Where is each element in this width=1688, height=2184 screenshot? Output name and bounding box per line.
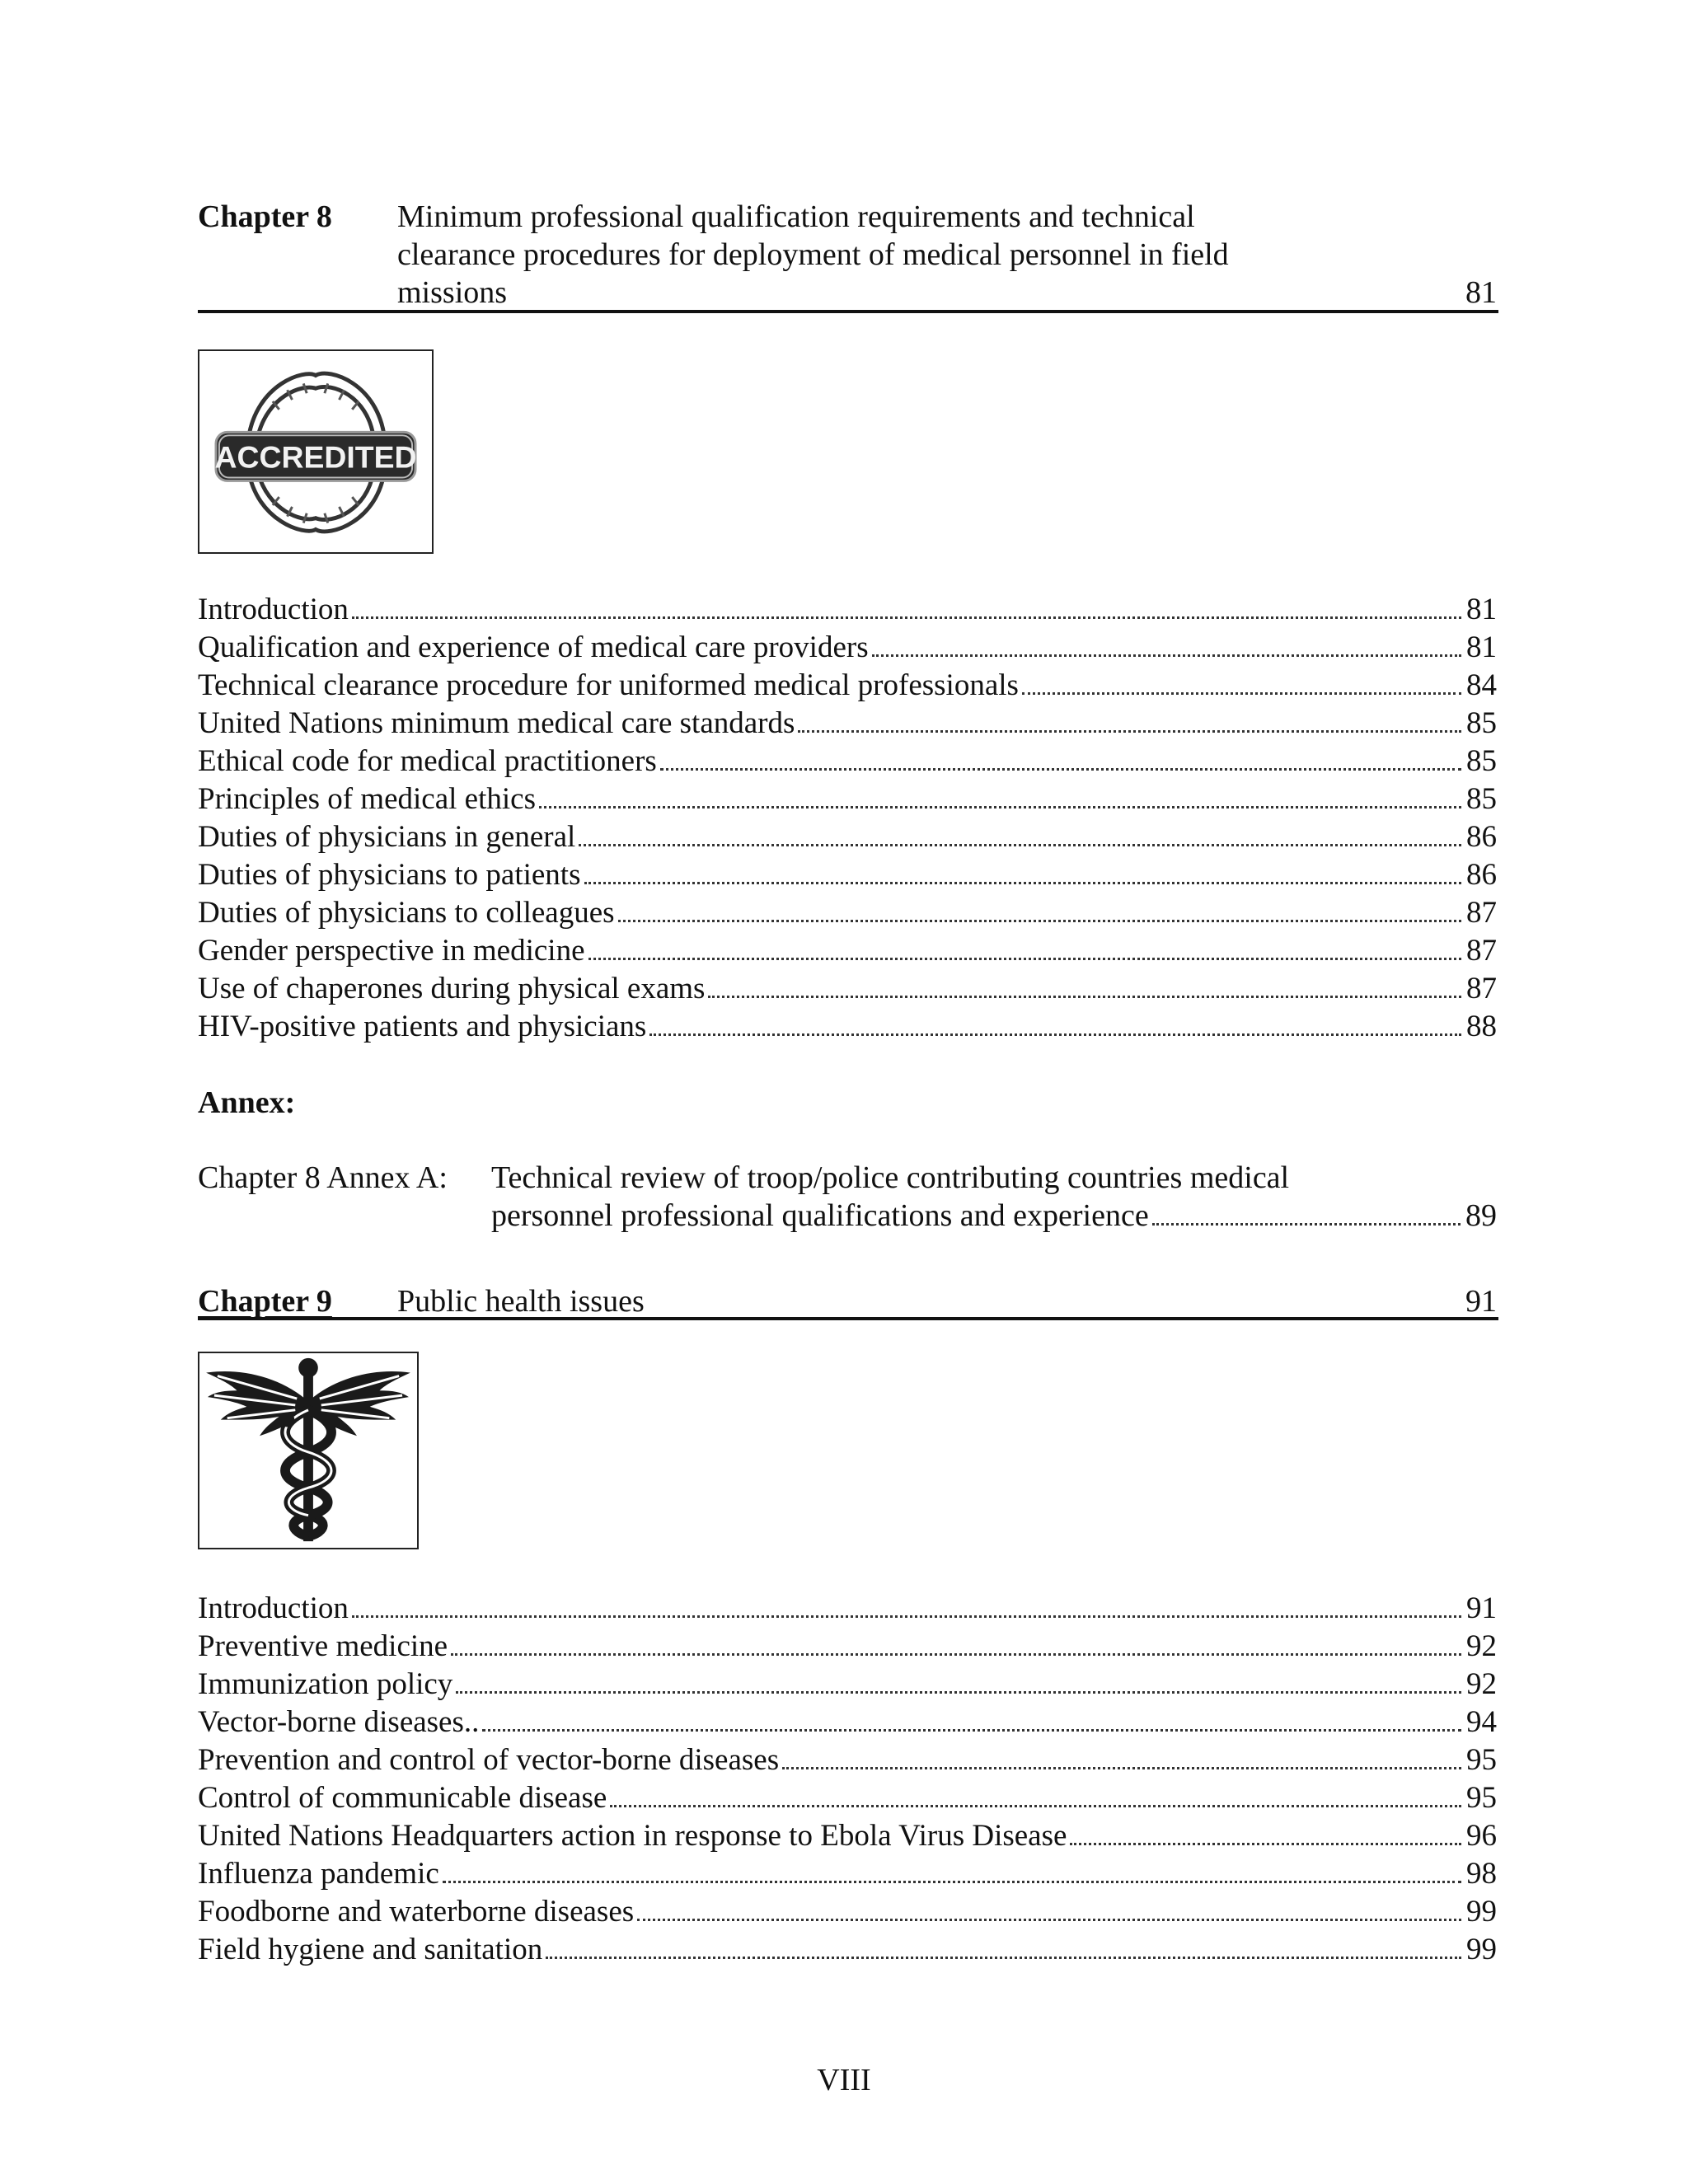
toc-entry-page: 85	[1466, 782, 1497, 816]
toc-entry-title: Preventive medicine	[198, 1629, 448, 1663]
chapter-8-rule	[198, 310, 1498, 313]
annex-entry-title-line: Technical review of troop/police contributing countries medical	[491, 1160, 1290, 1195]
toc-leader-dots	[708, 996, 1461, 998]
toc-entry[interactable]	[198, 1742, 1497, 1780]
toc-leader-dots	[456, 1691, 1461, 1694]
toc-entry-page: 91	[1466, 1591, 1497, 1625]
toc-entry[interactable]	[198, 1894, 1497, 1932]
annex-entry-title-line-text: personnel professional qualifications and experience	[491, 1198, 1149, 1233]
toc-entry-page: 84	[1466, 668, 1497, 702]
toc-entry[interactable]	[198, 819, 1497, 857]
toc-entry-title: Qualification and experience of medical care providers	[198, 630, 869, 664]
toc-entry-page: 98	[1466, 1857, 1497, 1891]
chapter-9-title: Public health issues	[397, 1284, 645, 1319]
caduceus-icon	[198, 1352, 419, 1549]
toc-leader-dots	[579, 844, 1461, 846]
toc-entry-title: Introduction	[198, 1591, 349, 1625]
toc-entry[interactable]	[198, 857, 1497, 895]
toc-entry[interactable]	[198, 743, 1497, 781]
toc-entry[interactable]	[198, 1780, 1497, 1818]
toc-entry[interactable]	[198, 1629, 1497, 1666]
toc-entry[interactable]	[198, 705, 1497, 743]
toc-entry-page: 87	[1466, 934, 1497, 968]
toc-entry-page: 85	[1466, 744, 1497, 778]
chapter-8-toc	[198, 592, 1497, 1047]
chapter-8-label: Chapter 8	[198, 199, 332, 234]
toc-leader-dots	[798, 730, 1461, 733]
toc-leader-dots	[1070, 1843, 1461, 1845]
toc-leader-dots	[618, 920, 1461, 922]
chapter-9-label: Chapter 9	[198, 1284, 332, 1319]
toc-entry-page: 85	[1466, 706, 1497, 740]
toc-entry-page: 99	[1466, 1933, 1497, 1966]
toc-entry-page: 92	[1466, 1629, 1497, 1663]
toc-entry-title: Duties of physicians to colleagues	[198, 896, 615, 930]
toc-entry-title: Gender perspective in medicine	[198, 934, 585, 968]
toc-leader-dots	[637, 1919, 1461, 1921]
chapter-9-page-number: 91	[1465, 1284, 1497, 1319]
chapter-9-rule	[198, 1317, 1498, 1320]
chapter-8-page-number: 81	[1465, 275, 1497, 310]
toc-leader-dots	[588, 958, 1462, 960]
toc-entry-page: 95	[1466, 1781, 1497, 1815]
toc-entry[interactable]	[198, 781, 1497, 819]
toc-entry-page: 92	[1466, 1667, 1497, 1701]
toc-entry[interactable]	[198, 1818, 1497, 1856]
toc-leader-dots	[1152, 1223, 1461, 1226]
toc-entry[interactable]	[198, 895, 1497, 933]
annex-entry-title	[491, 1159, 1497, 1235]
toc-entry[interactable]	[198, 1932, 1497, 1970]
accredited-seal-word: ACCREDITED	[214, 439, 417, 475]
toc-entry-page: 87	[1466, 896, 1497, 930]
toc-entry-page: 88	[1466, 1010, 1497, 1043]
toc-leader-dots	[660, 768, 1461, 771]
toc-leader-dots	[872, 654, 1461, 657]
toc-entry-title: Duties of physicians in general	[198, 820, 576, 854]
toc-entry-title: HIV-positive patients and physicians	[198, 1010, 647, 1043]
toc-entry-title: United Nations minimum medical care standards	[198, 706, 795, 740]
toc-entry-title: Field hygiene and sanitation	[198, 1933, 543, 1966]
annex-heading: Annex:	[198, 1085, 296, 1120]
page-number: VIII	[817, 2063, 871, 2097]
annex-entry-label: Chapter 8 Annex A:	[198, 1160, 448, 1195]
toc-entry-title: Use of chaperones during physical exams	[198, 972, 706, 1005]
toc-entry-title: Foodborne and waterborne diseases	[198, 1895, 635, 1929]
toc-entry-page: 99	[1466, 1895, 1497, 1929]
toc-entry[interactable]	[198, 1704, 1497, 1742]
toc-leader-dots	[352, 1615, 1461, 1618]
toc-leader-dots	[546, 1957, 1461, 1959]
toc-entry-title: Duties of physicians to patients	[198, 858, 581, 892]
chapter-8-title-line: missions	[397, 275, 508, 310]
toc-entry-title: Prevention and control of vector-borne diseases	[198, 1743, 780, 1777]
accredited-seal-icon	[198, 349, 434, 554]
chapter-8-title	[397, 198, 1498, 312]
toc-entry[interactable]	[198, 668, 1497, 705]
toc-leader-dots	[443, 1881, 1461, 1883]
toc-entry-title: Control of communicable disease	[198, 1781, 607, 1815]
chapter-9-toc	[198, 1591, 1497, 1970]
toc-entry-page: 86	[1466, 820, 1497, 854]
chapter-8-title-line: Minimum professional qualification requirements and technical	[397, 199, 1195, 234]
toc-entry-page: 94	[1466, 1705, 1497, 1739]
toc-entry-title: Technical clearance procedure for uniformed medical professionals	[198, 668, 1019, 702]
toc-leader-dots	[782, 1767, 1461, 1769]
toc-entry-page: 81	[1466, 630, 1497, 664]
toc-entry-title: Principles of medical ethics	[198, 782, 536, 816]
toc-entry[interactable]	[198, 592, 1497, 630]
toc-entry[interactable]	[198, 1591, 1497, 1629]
toc-leader-dots	[1022, 692, 1461, 695]
toc-entry-page: 87	[1466, 972, 1497, 1005]
toc-leader-dots	[539, 806, 1461, 808]
toc-entry-title: Immunization policy	[198, 1667, 453, 1701]
toc-entry[interactable]	[198, 933, 1497, 971]
toc-entry-page: 95	[1466, 1743, 1497, 1777]
toc-entry-title: Vector-borne diseases..	[198, 1705, 480, 1739]
toc-leader-dots	[352, 616, 1461, 619]
toc-entry-title: Ethical code for medical practitioners	[198, 744, 657, 778]
annex-entry-page: 89	[1465, 1198, 1497, 1233]
chapter-8-heading	[198, 198, 1498, 313]
toc-entry[interactable]	[198, 630, 1497, 668]
chapter-8-title-line: clearance procedures for deployment of medical personnel in field	[397, 237, 1229, 272]
toc-entry[interactable]	[198, 1856, 1497, 1894]
toc-entry[interactable]	[198, 1009, 1497, 1047]
toc-leader-dots	[482, 1729, 1461, 1732]
toc-entry-page: 81	[1466, 593, 1497, 626]
toc-entry-title: Introduction	[198, 593, 349, 626]
toc-leader-dots	[451, 1653, 1461, 1656]
toc-leader-dots	[649, 1033, 1461, 1036]
toc-leader-dots	[610, 1805, 1461, 1807]
annex-entry-title-line	[491, 1197, 1497, 1235]
toc-entry-page: 86	[1466, 858, 1497, 892]
toc-entry-title: United Nations Headquarters action in response to Ebola Virus Disease	[198, 1819, 1067, 1853]
toc-leader-dots	[584, 882, 1462, 884]
toc-entry-page: 96	[1466, 1819, 1497, 1853]
toc-entry-title: Influenza pandemic	[198, 1857, 439, 1891]
toc-entry[interactable]	[198, 971, 1497, 1009]
toc-entry[interactable]	[198, 1666, 1497, 1704]
